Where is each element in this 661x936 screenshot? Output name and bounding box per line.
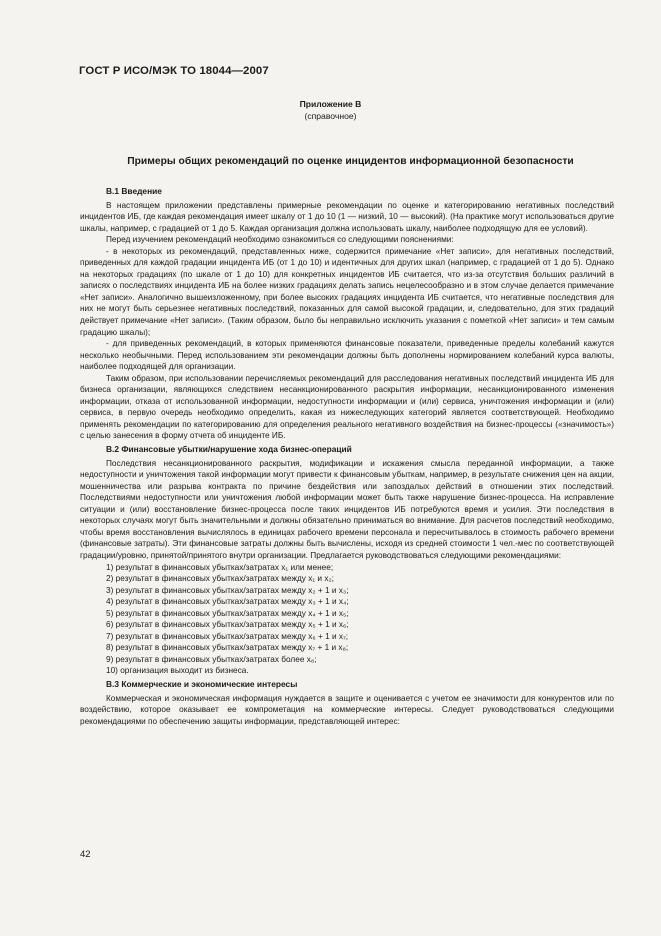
page-number: 42 xyxy=(80,849,91,860)
annex-heading xyxy=(0,98,661,122)
list-item: 5) результат в финансовых убытках/затратах между x₄ + 1 и x₅; xyxy=(106,608,349,618)
paragraph: Последствия несанкционированного раскрытия, модификации и искажения смысла переданной информации, а также недоступности и уничтожения такой информации могут привести к финансовым убыткам, например, в результате снижения цен на акции, мошенничества или разрыва контракта по причине бездействия или запоздалых действий в отношении этих последствий. Последствиями недоступности или уничтожения любой информации может быть также нарушение бизнес-процесса. На исправление ситуации и (или) восстановление бизнес-процесса после таких инцидентов ИБ потребуются время и усилия. Эти последствия в некоторых случаях могут быть значительными и должны обязательно приниматься во внимание. Для расчетов последствий необходимо, чтобы время восстановления вычислялось в единицах рабочего времени персонала и пересчитывалось в стоимость рабочего времени (финансовые затраты). Эти финансовые затраты должны быть вычислены, исходя из средней стоимости 1 чел.-мес по соответствующей градации/уровню, принятой/принятого внутри организации. Предлагается руководствоваться следующими рекомендациями: xyxy=(80,458,614,560)
paragraph: - в некоторых из рекомендаций, представленных ниже, содержится примечание «Нет записи», для негативных последствий, приведенных для каждой градации инцидента ИБ (от 1 до 10) и идентичных для других шкал (например, с градацией от 1 до 5). Однако на некоторых градациях (по шкале от 1 до 10) для конкретных инцидентов ИБ считается, что из-за отсутствия больших различий в записях о последствиях инцидента ИБ на более низких градациях делать запись нецелесообразно и в этом случае делается примечание «Нет записи». Аналогично вышеизложенному, при более высоких градациях инцидента ИБ считается, что негативные последствия для них не могут быть серьезнее негативных последствий, показанных для самой высокой градации, и, следовательно, для этих градаций действует примечание «Нет записи». (Таким образом, было бы неправильно исключить указания с пометкой «Нет записи» и тем самым градацию шкалы); xyxy=(80,246,614,337)
paragraph: Перед изучением рекомендаций необходимо ознакомиться со следующими пояснениями: xyxy=(106,235,454,245)
list-item: 6) результат в финансовых убытках/затратах между x₅ + 1 и x₆; xyxy=(106,620,349,630)
list-item: 2) результат в финансовых убытках/затратах между x₁ и x₂; xyxy=(106,574,334,584)
list-item: 4) результат в финансовых убытках/затратах между x₃ + 1 и x₄; xyxy=(106,597,349,607)
annex-title: Приложение В xyxy=(299,99,362,109)
section-heading-b2: В.2 Финансовые убытки/нарушение хода бизнес-операций xyxy=(106,444,352,455)
recommendation-list xyxy=(80,562,614,677)
paragraph: Коммерческая и экономическая информация нуждается в защите и оценивается с учетом ее значимости для конкурентов или по воздействию, которое оказывает ее компрометация на коммерческие интересы. Следует руководствоваться следующими рекомендациями по обеспечению защиты информации, представляющей интерес: xyxy=(80,693,614,726)
annex-status: (справочное) xyxy=(304,111,357,121)
paragraph: - для приведенных рекомендаций, в которых применяются финансовые показатели, приведенные пределы колебаний кажутся несколько необычными. Перед использованием эти рекомендации должны быть дополнены нормированием колебаний курса валюты, наиболее подходящей для организации. xyxy=(80,339,614,372)
list-item: 3) результат в финансовых убытках/затратах между x₂ + 1 и x₃; xyxy=(106,585,349,595)
list-item: 8) результат в финансовых убытках/затратах между x₇ + 1 и x₈; xyxy=(106,643,349,653)
appendix-title: Примеры общих рекомендаций по оценке инцидентов информационной безопасности xyxy=(127,156,574,167)
paragraph: Таким образом, при использовании перечисляемых рекомендаций для расследования негативных последствий инцидента ИБ для бизнеса организации, являющихся следствием несанкционированного раскрытия информации, несанкционированного изменения информации, отказа от использованной информации, недоступности информации и (или) сервиса, уничтожения информации и (или) сервиса, в первую очередь необходимо определить, какая из нижеследующих категорий является соответствующей. Необходимо применять рекомендации по категорированию для определения реального негативного воздействия на бизнес-процессы («значимость») с целью занесения в форму отчета об инциденте ИБ. xyxy=(80,373,614,441)
list-item: 1) результат в финансовых убытках/затратах x₁ или менее; xyxy=(106,562,334,572)
list-item: 7) результат в финансовых убытках/затратах между x₆ + 1 и x₇; xyxy=(106,631,349,641)
paragraph: В настоящем приложении представлены примерные рекомендации по оценке и категорированию негативных последствий инцидентов ИБ, где каждая рекомендация имеет шкалу от 1 до 10 (1 — низкий, 10 — высокий). (На практике могут использоваться другие шкалы, например, с градацией от 1 до 5. Каждая организация должна использовать шкалу, наиболее подходящую для ее условий). xyxy=(80,200,614,233)
list-item: 10) организация выходит из бизнеса. xyxy=(106,666,249,676)
list-item: 9) результат в финансовых убытках/затратах более x₈; xyxy=(106,654,317,664)
section-heading-b1: В.1 Введение xyxy=(106,186,162,196)
document-body xyxy=(80,184,614,727)
document-standard-id: ГОСТ Р ИСО/МЭК ТО 18044—2007 xyxy=(79,65,269,77)
section-heading-b3: В.3 Коммерческие и экономические интересы xyxy=(106,678,298,689)
